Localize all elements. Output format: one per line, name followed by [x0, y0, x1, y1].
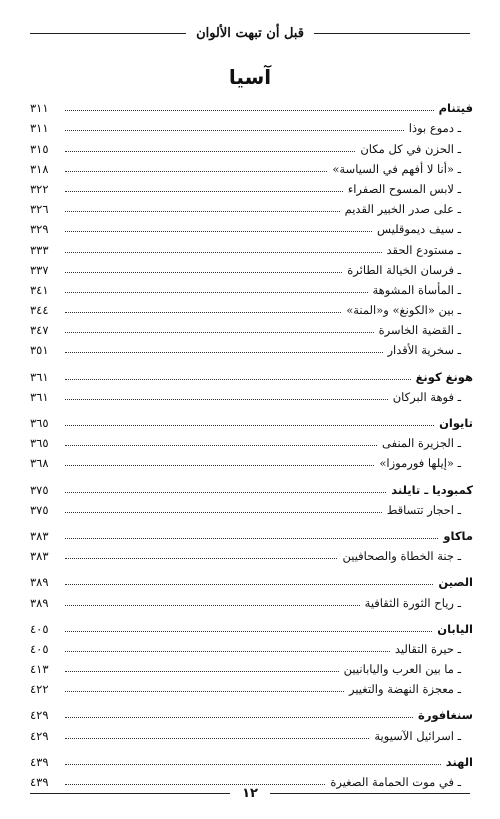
dot-leader — [65, 332, 374, 333]
page-footer — [30, 786, 470, 801]
page-ref: ٤٢٩ — [30, 708, 49, 723]
toc-article-row[interactable] — [30, 135, 473, 155]
toc-country-row[interactable] — [30, 363, 473, 383]
dot-leader — [65, 512, 382, 513]
page-ref: ٣٨٣ — [30, 549, 49, 564]
dot-leader — [65, 130, 404, 131]
header-rule-right — [314, 33, 470, 34]
toc-article-row[interactable] — [30, 656, 473, 676]
page-ref: ٣١٥ — [30, 141, 49, 156]
section-title: آسيا — [228, 65, 272, 89]
dot-leader — [65, 631, 432, 632]
page-ref: ٣٤٧ — [30, 323, 49, 338]
country-label: فيتنام — [438, 101, 473, 116]
page-ref: ٣٧٥ — [30, 482, 49, 497]
article-label: ـ الحزن في كل مكان — [360, 141, 461, 156]
page-ref: ٣٨٩ — [30, 595, 49, 610]
dot-leader — [65, 352, 383, 353]
toc-country-row[interactable] — [30, 410, 473, 430]
article-label: ـ جنة الخطاة والصحافيين — [342, 549, 461, 564]
page-ref: ٣٢٦ — [30, 202, 49, 217]
page-ref: ٤٠٥ — [30, 641, 49, 656]
article-label: ـ سخرية الأقدار — [387, 343, 461, 358]
article-label: ـ في موت الحمامة الصغيرة — [330, 775, 461, 789]
dot-leader — [65, 671, 339, 672]
dot-leader — [65, 292, 368, 293]
dot-leader — [65, 231, 372, 232]
article-label: ـ اسرائيل الآسيوية — [374, 728, 461, 743]
page-ref: ٤٢٢ — [30, 682, 49, 697]
page-ref: ٣٦٥ — [30, 416, 49, 430]
page-ref: ٣٢٢ — [30, 181, 49, 196]
dot-leader — [65, 538, 438, 539]
dot-leader — [65, 717, 413, 718]
page-ref: ٤١٣ — [30, 662, 49, 677]
dot-leader — [65, 272, 342, 273]
dot-leader — [65, 465, 374, 466]
page-ref: ٣٤٤ — [30, 303, 49, 318]
page-ref: ٣٨٣ — [30, 528, 49, 543]
article-label: ـ فرسان الخيالة الطائرة — [347, 262, 461, 277]
dot-leader — [65, 784, 325, 785]
table-of-contents — [30, 95, 473, 789]
page-ref: ٤٣٩ — [30, 754, 49, 769]
toc-article-row[interactable] — [30, 384, 473, 404]
country-label: سنغافورة — [418, 708, 473, 723]
toc-article-row[interactable] — [30, 450, 473, 470]
toc-article-row[interactable] — [30, 277, 473, 297]
dot-leader — [65, 425, 434, 426]
article-label: ـ معجزة النهضة والتغيير — [348, 682, 461, 697]
footer-rule-left — [30, 793, 230, 794]
article-label: ـ «أنا لا أفهم في السياسة» — [332, 161, 461, 176]
toc-article-row[interactable] — [30, 176, 473, 196]
toc-country-row[interactable] — [30, 95, 473, 115]
article-label: ـ بين «الكونغ» و«المنة» — [346, 303, 461, 318]
country-label: تايوان — [439, 416, 473, 430]
page-ref: ٤٢٩ — [30, 728, 49, 743]
toc-article-row[interactable] — [30, 196, 473, 216]
dot-leader — [65, 151, 355, 152]
toc-article-row[interactable] — [30, 115, 473, 135]
dot-leader — [65, 605, 360, 606]
article-label: ـ رياح الثورة الثقافية — [364, 595, 461, 610]
toc-article-row[interactable] — [30, 676, 473, 696]
dot-leader — [65, 312, 341, 313]
page-ref: ٣٦١ — [30, 369, 49, 384]
toc-article-row[interactable] — [30, 156, 473, 176]
page-ref: ٣٣٣ — [30, 242, 49, 257]
dot-leader — [65, 379, 411, 380]
toc-country-row[interactable] — [30, 569, 473, 589]
dot-leader — [65, 584, 433, 585]
dot-leader — [65, 399, 388, 400]
page-ref: ٣١١ — [30, 121, 49, 136]
article-label: ـ «إيلها فورموزا» — [379, 456, 461, 471]
toc-article-row[interactable] — [30, 297, 473, 317]
footer-rule-right — [270, 793, 470, 794]
article-label: ـ لابس المسوح الصفراء — [347, 181, 461, 196]
article-label: ـ على صدر الخبير القديم — [344, 202, 461, 217]
dot-leader — [65, 110, 434, 111]
toc-article-row[interactable] — [30, 317, 473, 337]
dot-leader — [65, 558, 337, 559]
dot-leader — [65, 738, 369, 739]
page-ref: ٣٢٩ — [30, 222, 49, 237]
dot-leader — [65, 764, 441, 765]
article-label: ـ دموع بوذا — [408, 121, 461, 136]
page-ref: ٣٨٩ — [30, 575, 49, 590]
country-label: الهند — [445, 754, 473, 769]
page-ref: ٣٦١ — [30, 389, 49, 404]
article-label: ـ ما بين العرب واليابانيين — [343, 662, 461, 677]
dot-leader — [65, 171, 327, 172]
country-label: كمبوديا ـ تايلند — [391, 482, 473, 497]
toc-article-row[interactable] — [30, 257, 473, 277]
page-number: ١٢ — [242, 786, 258, 801]
header-rule-left — [30, 33, 186, 34]
page-ref: ٣١٨ — [30, 161, 49, 176]
article-label: ـ سيف ديموقليس — [376, 222, 461, 237]
article-label: ـ مستودع الحقد — [386, 242, 461, 257]
page-ref: ٣١١ — [30, 101, 49, 116]
dot-leader — [65, 445, 377, 446]
toc-article-row[interactable] — [30, 337, 473, 357]
toc-article-row[interactable] — [30, 497, 473, 517]
toc-country-row[interactable] — [30, 476, 473, 496]
country-label: هونغ كونغ — [415, 369, 473, 384]
page-ref: ٣٧٥ — [30, 502, 49, 517]
page-ref: ٣٦٨ — [30, 456, 49, 471]
dot-leader — [65, 252, 382, 253]
country-label: الصين — [438, 575, 473, 590]
page-ref: ٣٦٥ — [30, 436, 49, 451]
toc-article-row[interactable] — [30, 636, 473, 656]
toc-article-row[interactable] — [30, 216, 473, 236]
article-label: ـ القضية الخاسرة — [378, 323, 461, 338]
toc-country-row[interactable] — [30, 523, 473, 543]
page-ref: ٣٤١ — [30, 282, 49, 297]
article-label: ـ احجار تتساقط — [386, 502, 461, 517]
country-label: ماكاو — [443, 528, 473, 543]
dot-leader — [65, 492, 386, 493]
page-ref: ٤٣٩ — [30, 775, 49, 789]
dot-leader — [65, 191, 343, 192]
dot-leader — [65, 211, 340, 212]
article-label: ـ الجزيرة المنفى — [382, 436, 461, 451]
toc-country-row[interactable] — [30, 616, 473, 636]
toc-article-row[interactable] — [30, 430, 473, 450]
toc-article-row[interactable] — [30, 589, 473, 609]
dot-leader — [65, 691, 344, 692]
page-ref: ٣٥١ — [30, 343, 49, 358]
toc-article-row[interactable] — [30, 543, 473, 563]
toc-country-row[interactable] — [30, 702, 473, 722]
article-label: ـ المأساة المشوهة — [372, 282, 461, 297]
toc-article-row[interactable] — [30, 722, 473, 742]
dot-leader — [65, 651, 390, 652]
book-title: قبل أن تبهت الألوان — [196, 25, 304, 41]
country-label: اليابان — [437, 621, 473, 636]
page-ref: ٣٣٧ — [30, 262, 49, 277]
toc-country-row[interactable] — [30, 749, 473, 769]
article-label: ـ فوهة البركان — [392, 389, 461, 404]
article-label: ـ حيرة التقاليد — [394, 641, 461, 656]
page-ref: ٤٠٥ — [30, 621, 49, 636]
toc-article-row[interactable] — [30, 236, 473, 256]
running-header — [30, 20, 470, 46]
